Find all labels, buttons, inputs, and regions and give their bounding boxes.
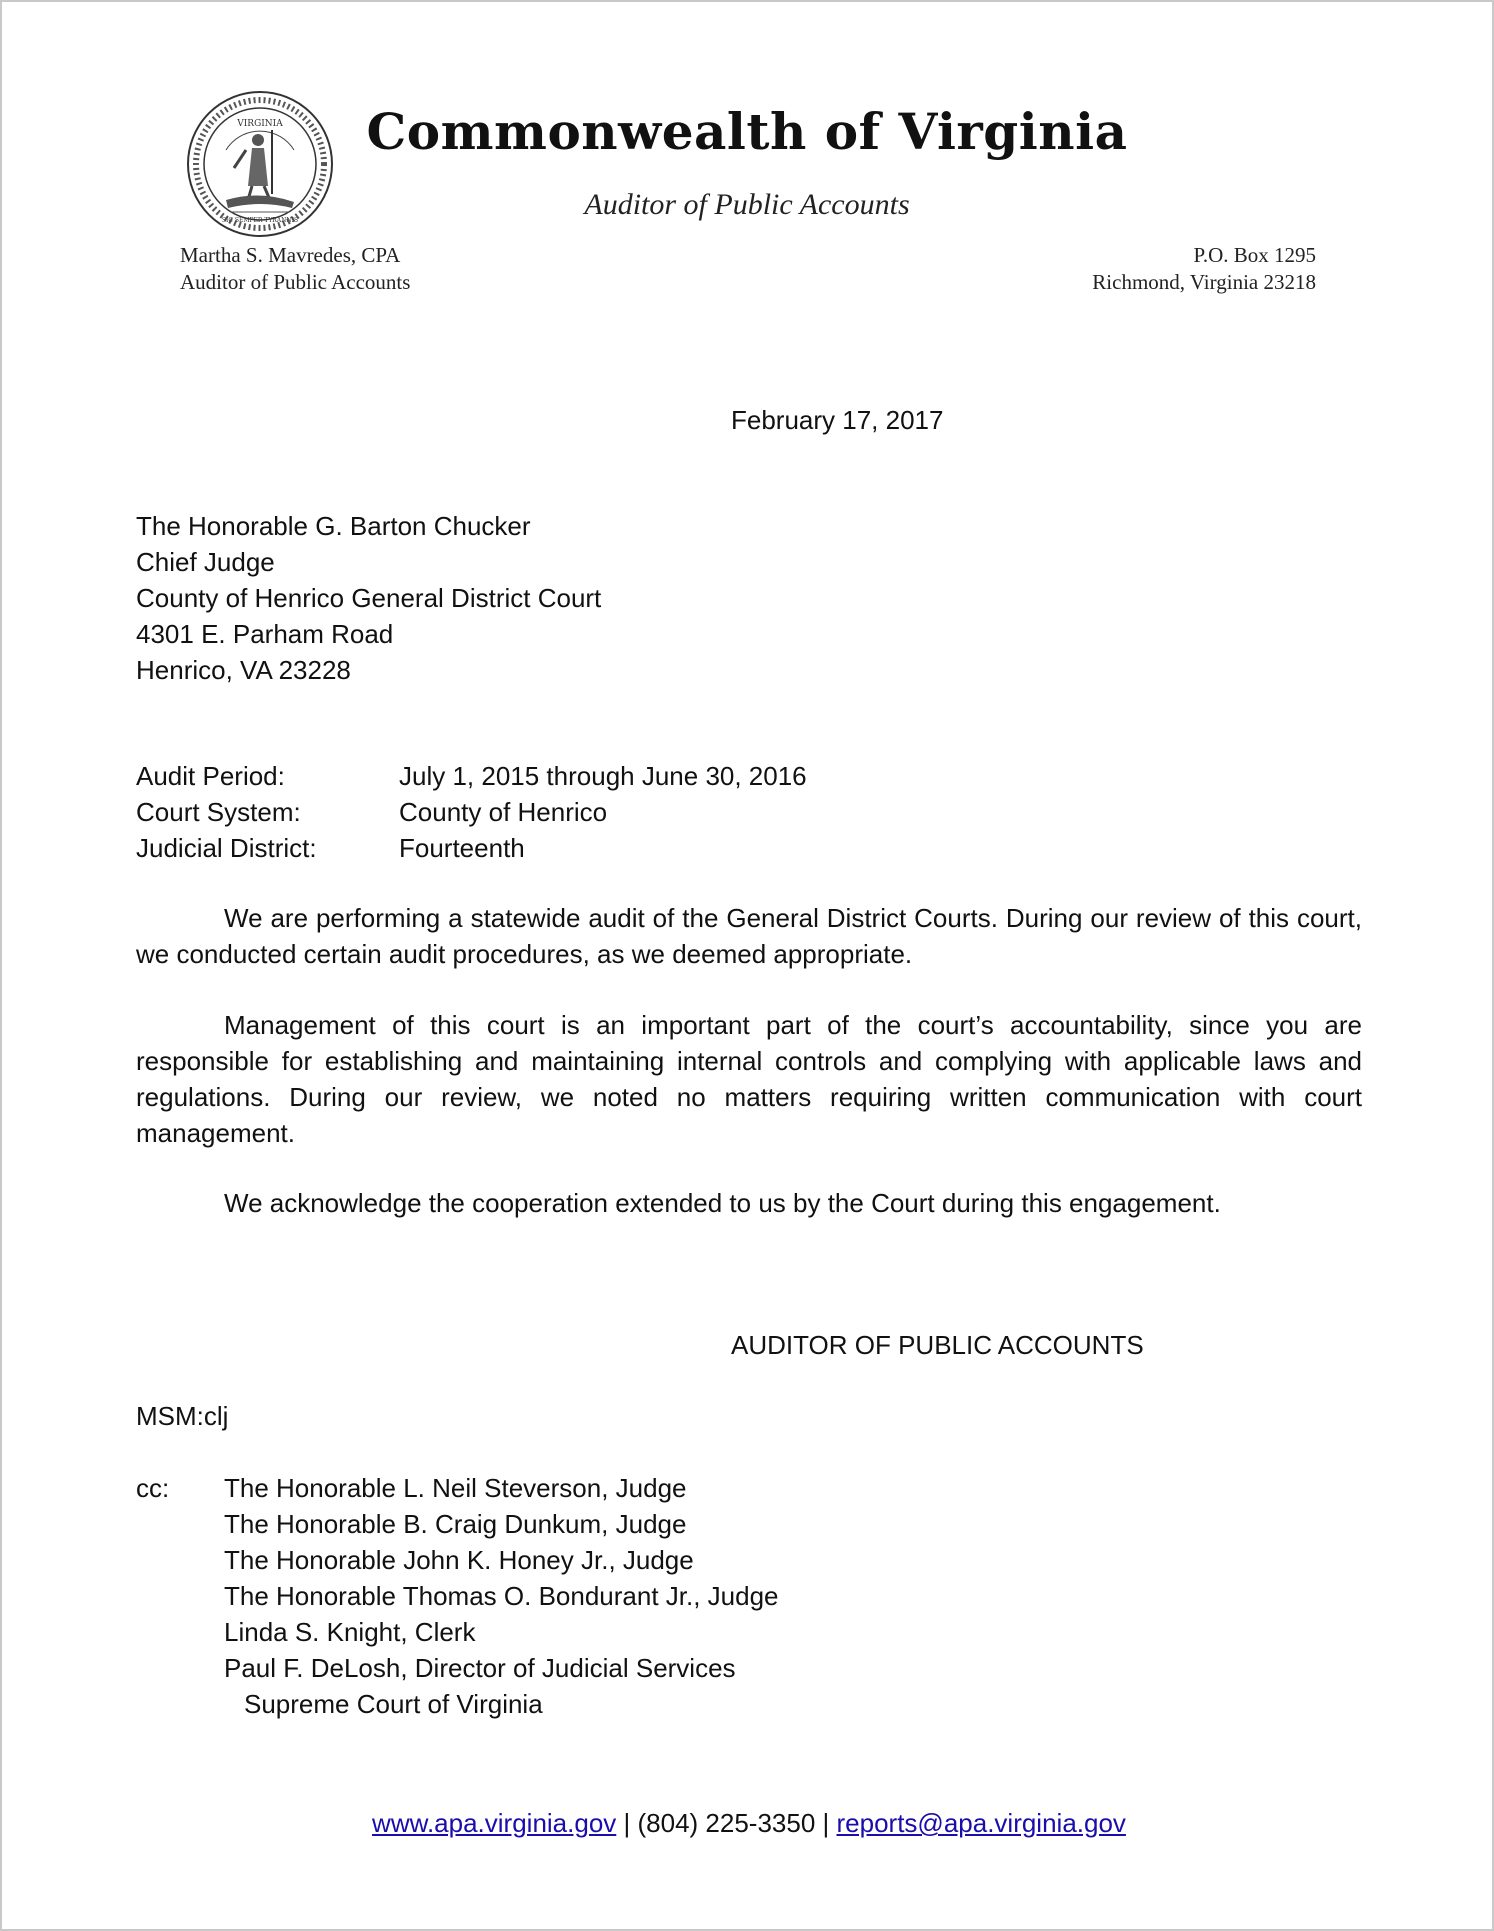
city-state-zip: Richmond, Virginia 23218 xyxy=(1092,270,1316,294)
meta-label: Court System: xyxy=(136,797,301,827)
cc-recipient: The Honorable L. Neil Steverson, Judge xyxy=(224,1473,687,1503)
body-paragraph xyxy=(136,1007,1362,1151)
paragraph-text: We acknowledge the cooperation extended to us by the Court during this engagement. xyxy=(224,1188,1221,1218)
state-seal-icon xyxy=(186,90,334,238)
paragraph-text: We are performing a statewide audit of the General District Courts. During our review of this court, we conducted certain audit procedures, as we deemed appropriate. xyxy=(136,903,1362,969)
cc-recipient-sub: Supreme Court of Virginia xyxy=(244,1689,543,1719)
meta-value: County of Henrico xyxy=(399,797,608,827)
svg-text:SIC SEMPER TYRANNIS: SIC SEMPER TYRANNIS xyxy=(221,217,299,224)
court-system-row xyxy=(136,794,807,830)
recipient-address xyxy=(136,508,601,688)
recipient-line: Henrico, VA 23228 xyxy=(136,655,351,685)
footer-separator: | xyxy=(616,1808,638,1838)
auditor-name: Martha S. Mavredes, CPA xyxy=(180,243,401,267)
footer-separator: | xyxy=(815,1808,837,1838)
paragraph-text: Management of this court is an important part of the court’s accountability, since you are responsible for establishing and maintaining internal controls and complying with applicable laws and regulations. During our review, we noted no matters requiring written communication with court management. xyxy=(136,1010,1362,1148)
auditor-info xyxy=(180,242,410,296)
audit-period-row xyxy=(136,758,807,794)
mailing-address xyxy=(1092,242,1316,296)
org-subtitle: Auditor of Public Accounts xyxy=(584,188,910,221)
cc-list xyxy=(224,1470,779,1722)
recipient-line: 4301 E. Parham Road xyxy=(136,619,394,649)
org-title: Commonwealth of Virginia xyxy=(366,102,1128,161)
phone-number: (804) 225-3350 xyxy=(637,1808,816,1838)
meta-value: Fourteenth xyxy=(399,833,525,863)
cc-recipient: Paul F. DeLosh, Director of Judicial Services xyxy=(224,1653,736,1683)
website-link[interactable]: www.apa.virginia.gov xyxy=(372,1808,617,1838)
po-box: P.O. Box 1295 xyxy=(1193,243,1316,267)
meta-label: Audit Period: xyxy=(136,761,285,791)
body-paragraph xyxy=(136,1185,1362,1221)
body-paragraph xyxy=(136,900,1362,972)
cc-recipient: The Honorable Thomas O. Bondurant Jr., Judge xyxy=(224,1581,779,1611)
recipient-line: The Honorable G. Barton Chucker xyxy=(136,511,531,541)
signature-block: AUDITOR OF PUBLIC ACCOUNTS xyxy=(731,1330,1144,1360)
reference-initials: MSM:clj xyxy=(136,1401,229,1431)
email-link[interactable]: reports@apa.virginia.gov xyxy=(836,1808,1126,1838)
recipient-line: Chief Judge xyxy=(136,547,275,577)
cc-label: cc: xyxy=(136,1473,170,1503)
cc-recipient: The Honorable B. Craig Dunkum, Judge xyxy=(224,1509,687,1539)
recipient-line: County of Henrico General District Court xyxy=(136,583,602,613)
meta-value: July 1, 2015 through June 30, 2016 xyxy=(399,761,807,791)
footer xyxy=(2,1808,1494,1839)
letter-date: February 17, 2017 xyxy=(731,405,944,435)
auditor-title: Auditor of Public Accounts xyxy=(180,270,411,294)
meta-label: Judicial District: xyxy=(136,833,317,863)
audit-details xyxy=(136,758,807,866)
svg-text:VIRGINIA: VIRGINIA xyxy=(237,119,283,129)
judicial-district-row xyxy=(136,830,807,866)
cc-recipient: The Honorable John K. Honey Jr., Judge xyxy=(224,1545,694,1575)
cc-recipient: Linda S. Knight, Clerk xyxy=(224,1617,476,1647)
